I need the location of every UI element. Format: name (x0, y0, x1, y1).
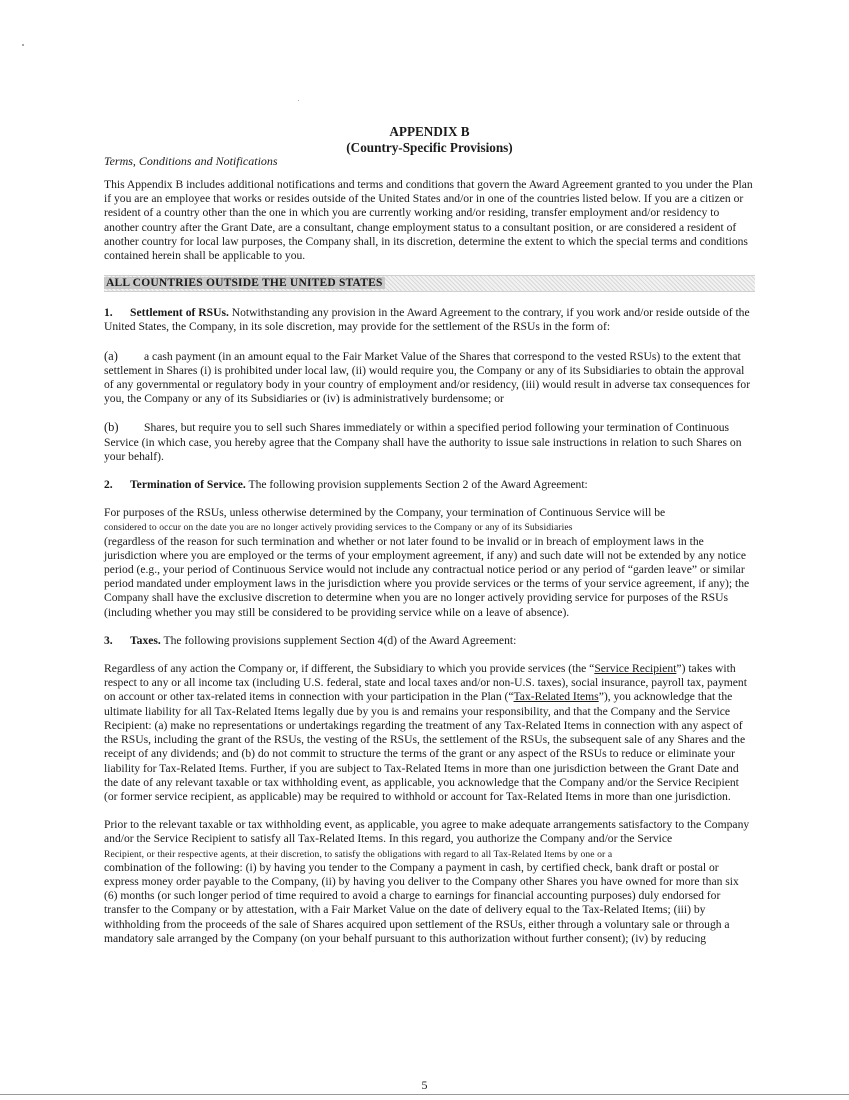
footer-rule (0, 1094, 849, 1095)
section-1 (104, 306, 755, 334)
subtitle-row (104, 140, 755, 168)
section-2-text: The following provision supplements Section 2 of the Award Agreement: (245, 478, 588, 492)
section-3-paragraph-1 (104, 662, 755, 804)
section-3-p2-small: Recipient, or their respective agents, at their discretion, to satisfy the obligations with regard to all Tax-Related Items by one or a (104, 848, 613, 860)
section-2-paragraph (104, 506, 755, 620)
item-a-label: (a) (104, 348, 118, 363)
scan-speck (298, 100, 299, 101)
section-2-p1-small: considered to occur on the date you are no longer actively providing services to the Company or any of its Subsidiaries (104, 522, 573, 534)
section-3-paragraph-2 (104, 818, 755, 946)
section-banner (104, 275, 755, 292)
section-1-text: Notwithstanding any provision in the Award Agreement to the contrary, if you work and/or reside outside of the United States, the Company, in its sole discretion, may provide for the settlement of the RSUs in the form of: (104, 306, 750, 334)
defined-term-service-recipient: Service Recipient (594, 662, 677, 676)
section-3 (104, 634, 755, 648)
document-page (104, 124, 755, 946)
defined-term-tax-related-items: Tax-Related Items (513, 690, 599, 704)
appendix-subtitle: (Country-Specific Provisions) (346, 140, 513, 155)
section-3-p1a: Regardless of any action the Company or, if different, the Subsidiary to which you provide services (the “ (104, 662, 595, 676)
section-1-heading: Settlement of RSUs. (130, 306, 229, 320)
terms-heading: Terms, Conditions and Notifications (104, 154, 278, 168)
item-a-text: a cash payment (in an amount equal to the Fair Market Value of the Shares that correspond to the vested RSUs) to the extent that settlement in Shares (i) is prohibited under local law, (ii) would require you, the Company or any of its Subsidiaries to obtain the approval of any governmental or regulatory body in your country of employment and/or residency, (iii) would result in adverse tax consequences for you, the Company or any of its Subsidiaries or (iv) is administratively burdensome; or (104, 349, 751, 406)
scan-speck (22, 44, 24, 46)
section-1-number: 1. (104, 306, 113, 320)
appendix-title: APPENDIX B (389, 124, 470, 139)
section-1-item-b (104, 420, 755, 464)
section-3-text: The following provisions supplement Section 4(d) of the Award Agreement: (160, 633, 517, 647)
banner-label: ALL COUNTRIES OUTSIDE THE UNITED STATES (106, 277, 383, 290)
section-1-item-a (104, 349, 755, 407)
section-3-p2a: Prior to the relevant taxable or tax withholding event, as applicable, you agree to make adequate arrangements satisfactory to the Company and/or the Service Recipient to satisfy all Tax-Related Items. In this regard, you authorize the Company and/or the Service (104, 818, 750, 846)
intro-paragraph: This Appendix B includes additional notifications and terms and conditions that govern the Award Agreement granted to you under the Plan if you are an employee that works or resides outside of the United States and/or in one of the countries listed below. If you are a citizen or resident of a country other than the one in which you are currently working and/or residing, transfer employment and/or residency to another country after the Grant Date, are a consultant, change employment status to a consultant position, or are considered a resident of another country for local law purposes, the Company shall, in its discretion, determine the extent to which the special terms and conditions contained herein shall be applicable to you. (104, 178, 753, 263)
section-2 (104, 478, 755, 492)
section-3-p2b: combination of the following: (i) by having you tender to the Company a payment in cash, by certified check, bank draft or postal or express money order payable to the Company, (ii) by having you deliver to the Company other Shares you have owned for more than six (6) months (or such longer period of time required to avoid a charge to earnings for financial accounting purposes) duly endorsed for transfer to the Company or by attestation, with a Fair Market Value on the date of delivery equal to the Tax-Related Items; (iii) by withholding from the proceeds of the sale of Shares acquired upon settlement of the RSUs, either through a voluntary sale or through a mandatory sale arranged by the Company (on your behalf pursuant to this authorization without further consent); (iv) by reducing (104, 860, 739, 945)
section-3-number: 3. (104, 633, 113, 647)
section-3-heading: Taxes. (130, 633, 161, 647)
section-2-number: 2. (104, 478, 113, 492)
section-2-heading: Termination of Service. (130, 478, 246, 492)
section-2-p1a: For purposes of the RSUs, unless otherwise determined by the Company, your termination of Continuous Service will be (104, 506, 666, 520)
item-b-text: Shares, but require you to sell such Shares immediately or within a specified period following your termination of Continuous Service (in which case, you hereby agree that the Company shall have the authority to issue sale instructions in relation to such Shares on your behalf). (104, 421, 742, 463)
section-3-p1c: ”), you acknowledge that the ultimate liability for all Tax-Related Items legally due by you is and remains your responsibility, and that the Company and the Service Recipient: (a) make no representations or undertakings regarding the treatment of any Tax-Related Items in connection with any aspect of the RSUs, including the grant of the RSUs, the vesting of the RSUs, the settlement of the RSUs, the subsequent sale of any Shares and the receipt of any dividends; and (b) do not commit to structure the terms of the grant or any aspect of the RSUs to reduce or eliminate your liability for Tax-Related Items. Further, if you are subject to Tax-Related Items in more than one jurisdiction between the Grant Date and the date of any relevant taxable or tax withholding event, as applicable, you acknowledge that the Company and/or the Service Recipient (or former service recipient, as applicable) may be required to withhold or account for Tax-Related Items in more than one jurisdiction. (104, 690, 746, 803)
page-number: 5 (421, 1078, 428, 1092)
section-3-p1b: ”) takes with respect to any or all income tax (including U.S. federal, state and local taxes and/or non-U.S. taxes), social insurance, payroll tax, payment on account or other tax-related items in connection with your participation in the Plan (“ (104, 662, 747, 704)
item-b-label: (b) (104, 420, 119, 435)
section-2-p1b: (regardless of the reason for such termination and whether or not later found to be invalid or in breach of employment laws in the jurisdiction where you are employed or the terms of your employment agreement, if any) and such date will not be extended by any notice period (e.g., your period of Continuous Service would not include any contractual notice period or any period of “garden leave” or similar period mandated under employment laws in the jurisdiction where you provide services or the terms of your service agreement, if any); the Company shall have the exclusive discretion to determine when you are no longer actively providing service for purposes of the RSUs (including whether you may still be considered to be providing service while on a leave of absence). (104, 534, 750, 619)
